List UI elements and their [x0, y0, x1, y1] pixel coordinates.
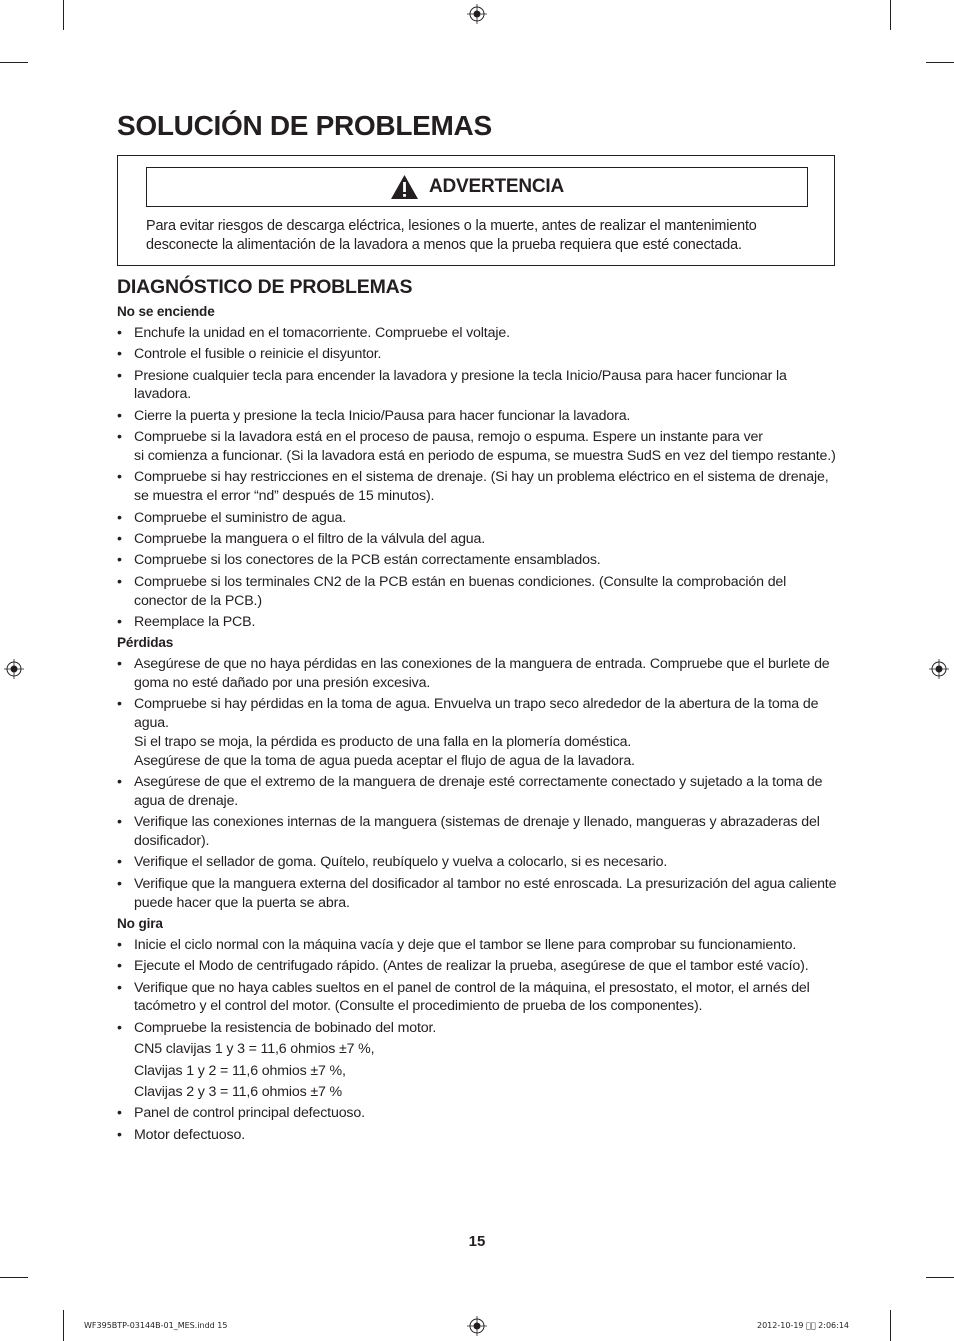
list-item: [117, 773, 839, 811]
list-item-text: • Compruebe si la lavadora está en el proceso de pausa, remojo o espuma. Espere un instante para ver: [134, 429, 763, 446]
list-item-text: Verifique las conexiones internas de la manguera (sistemas de drenaje y llenado, mangueras y abrazaderas del dosificador).: [134, 814, 820, 850]
resistance-line: Clavijas 2 y 3 = 11,6 ohmios ±7 %: [134, 1083, 343, 1100]
list-item-continuation: Asegúrese de que la toma de agua pueda aceptar el flujo de agua de la lavadora.: [134, 752, 635, 769]
list-item-text: Compruebe la manguera o el filtro de la válvula del agua.: [134, 530, 486, 547]
list-item-text: • Compruebe la resistencia de bobinado del motor.: [134, 1019, 437, 1036]
list-item-text: Reemplace la PCB.: [134, 613, 256, 630]
footer-date-slug: 2012-10-19 ￿￿ 2:06:14: [757, 1321, 850, 1330]
registration-mark-icon: [4, 659, 24, 679]
list-item: [117, 979, 839, 1017]
warning-box: [117, 155, 835, 266]
list-item: [117, 509, 839, 528]
list-item-text: Compruebe si los terminales CN2 de la PCB están en buenas condiciones. (Consulte la comprobación del conector de la PCB.): [134, 573, 787, 609]
crop-mark: [926, 1277, 954, 1278]
list-item: [117, 813, 839, 851]
list-item-text: Ejecute el Modo de centrifugado rápido. (Antes de realizar la prueba, asegúrese de que el tambor esté vacío).: [134, 958, 809, 975]
list-item: [117, 345, 839, 364]
list-item: [117, 853, 839, 872]
list-item: [117, 530, 839, 549]
list-item-text: Panel de control principal defectuoso.: [134, 1105, 365, 1122]
list-item-text: Asegúrese de que no haya pérdidas en las conexiones de la manguera de entrada. Compruebe que el burlete de goma no esté dañado por una presión excesiva.: [134, 656, 830, 691]
section-title: DIAGNÓSTICO DE PROBLEMAS: [117, 276, 413, 298]
bullet-list: [117, 655, 839, 912]
list-item-text: Compruebe el suministro de agua.: [134, 509, 347, 526]
list-item: [117, 613, 839, 632]
list-item-continuation: si comienza a funcionar. (Si la lavadora está en periodo de espuma, se muestra SudS en vez del tiempo restante.): [134, 447, 836, 464]
warning-triangle-icon: [390, 174, 419, 200]
list-item-text: Presione cualquier tecla para encender la lavadora y presione la tecla Inicio/Pausa para hacer funcionar la lavadora.: [134, 367, 787, 403]
list-item: [117, 428, 839, 466]
list-item-text: Asegúrese de que el extremo de la manguera de drenaje esté correctamente conectado y sujetado a la toma de agua de drenaje.: [134, 774, 823, 809]
crop-mark: [890, 1310, 891, 1341]
list-item: [117, 936, 839, 955]
list-item: [117, 367, 839, 405]
crop-mark: [63, 0, 64, 30]
list-item-text: Verifique que no haya cables sueltos en el panel de control de la máquina, el presostato, el motor, el arnés del tacómetro y el control del motor. (Consulte el procedimiento de prueba de los componentes).: [134, 979, 810, 1015]
footer-file-slug: WF395BTP-03144B-01_MES.indd 15: [84, 1321, 228, 1330]
crop-mark: [890, 0, 891, 30]
list-item: [117, 573, 839, 611]
diagnosis-content: [117, 303, 839, 1147]
resistance-line: CN5 clavijas 1 y 3 = 11,6 ohmios ±7 %,: [134, 1041, 375, 1058]
group-heading: No gira: [117, 916, 163, 931]
list-item: [117, 407, 839, 426]
list-item: [117, 695, 839, 770]
list-item-text: Motor defectuoso.: [134, 1126, 246, 1143]
list-item-text: • Compruebe si hay pérdidas en la toma de agua. Envuelva un trapo seco alrededor de la abertura de la toma de agua.: [134, 696, 819, 732]
list-item-text: Inicie el ciclo normal con la máquina vacía y deje que el tambor se llene para comprobar su funcionamiento.: [134, 936, 797, 953]
warning-text: Para evitar riesgos de descarga eléctrica, lesiones o la muerte, antes de realizar el mantenimiento desconecte la alimentación de la lavadora a menos que la prueba requiera que esté conectada.: [146, 218, 757, 253]
resistance-line: Clavijas 1 y 2 = 11,6 ohmios ±7 %,: [134, 1062, 346, 1079]
list-item: [117, 957, 839, 976]
group-heading: No se enciende: [117, 304, 215, 319]
bullet-list: [117, 936, 839, 1145]
page-title: SOLUCIÓN DE PROBLEMAS: [117, 110, 492, 141]
crop-mark: [926, 62, 954, 63]
list-item-continuation: Si el trapo se moja, la pérdida es producto de una falla en la plomería doméstica.: [134, 733, 632, 750]
registration-mark-icon: [467, 4, 487, 24]
list-item: [117, 551, 839, 570]
list-item: [117, 324, 839, 343]
group-heading: Pérdidas: [117, 635, 174, 651]
list-item: [117, 1126, 839, 1145]
list-item: [117, 655, 839, 693]
list-item: [117, 468, 839, 506]
page-number: 15: [468, 1233, 486, 1250]
list-item-text: Compruebe si los conectores de la PCB están correctamente ensamblados.: [134, 552, 601, 569]
list-item-text: Controle el fusible o reinicie el disyuntor.: [134, 346, 382, 363]
bullet-list: [117, 324, 839, 632]
list-item-text: Verifique que la manguera externa del dosificador al tambor no esté enroscada. La presurización del agua caliente puede hacer que la puerta se abra.: [134, 875, 837, 911]
list-item-text: Cierre la puerta y presione la tecla Inicio/Pausa para hacer funcionar la lavadora.: [134, 407, 631, 424]
list-item-text: Verifique el sellador de goma. Quítelo, reubíquelo y vuelva a colocarlo, si es necesario.: [134, 854, 668, 871]
list-item-text: Compruebe si hay restricciones en el sistema de drenaje. (Si hay un problema eléctrico en el sistema de drenaje, se muestra el error “nd” después de 15 minutos).: [134, 469, 829, 505]
list-item: [117, 1104, 839, 1123]
warning-title: ADVERTENCIA: [428, 176, 565, 197]
crop-mark: [0, 62, 28, 63]
registration-mark-icon: [929, 659, 949, 679]
crop-mark: [63, 1310, 64, 1341]
warning-header: [146, 167, 808, 207]
list-item: [117, 875, 839, 913]
crop-mark: [0, 1277, 28, 1278]
list-item-text: Enchufe la unidad en el tomacorriente. Compruebe el voltaje.: [134, 324, 510, 341]
registration-mark-icon: [467, 1316, 487, 1336]
list-item: [117, 1019, 839, 1102]
